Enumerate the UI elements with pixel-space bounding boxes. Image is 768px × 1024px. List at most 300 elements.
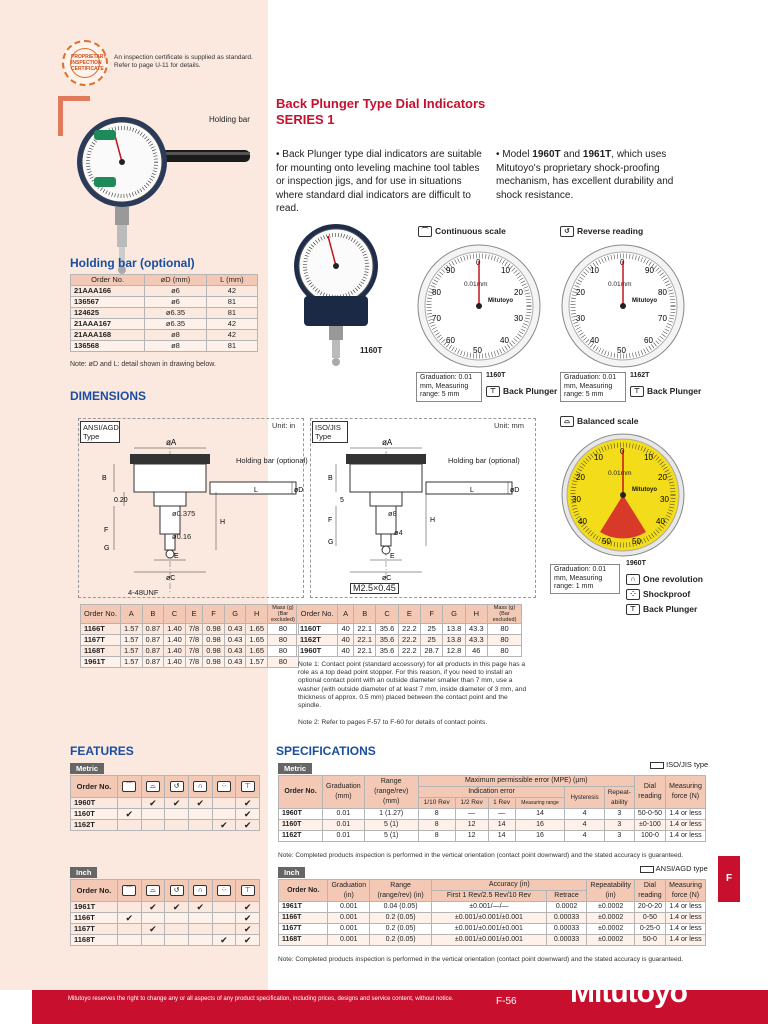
col-mass: Mass (g) (Bar excluded) <box>488 605 522 624</box>
holding-bar-callout: Holding bar <box>209 115 250 124</box>
cell <box>165 913 189 924</box>
table-row <box>81 635 299 646</box>
cell: 1961T <box>71 902 118 913</box>
svg-text:70: 70 <box>658 314 667 323</box>
inspection-certificate-badge <box>62 40 108 86</box>
cell: 0.00033 <box>546 935 587 946</box>
cell: 46 <box>465 646 487 657</box>
col-one-rev <box>188 880 212 902</box>
cell: 0.87 <box>142 635 164 646</box>
cell: ✔ <box>165 798 189 809</box>
cell: 7/8 <box>185 635 202 646</box>
one-revolution-icon: ∩ <box>193 781 207 792</box>
cell: 80 <box>268 624 299 635</box>
svg-text:80: 80 <box>658 288 667 297</box>
cell: ±0.0002 <box>587 935 634 946</box>
continuous-scale-icon: ⌒ <box>418 226 432 237</box>
spec-inch-rows <box>279 902 706 946</box>
svg-text:0: 0 <box>476 258 481 267</box>
cell: 0.04 (0.05) <box>370 902 432 913</box>
continuous-scale-icon: ⌒ <box>122 781 136 792</box>
svg-text:40: 40 <box>500 336 509 345</box>
one-revolution-icon: ∩ <box>626 574 640 585</box>
cell: ø8 <box>145 330 207 341</box>
cell: 1168T <box>71 935 118 946</box>
cell: 50-0 <box>634 935 665 946</box>
cell: ✔ <box>141 798 165 809</box>
dial-face-1960t <box>560 432 686 558</box>
cell: 0.01 <box>323 820 365 831</box>
holding-bar-table <box>70 274 258 352</box>
svg-text:øC: øC <box>382 575 392 582</box>
cell: 22.2 <box>398 646 420 657</box>
cell: 42 <box>206 330 257 341</box>
svg-text:E: E <box>174 553 179 560</box>
table-row <box>81 657 299 668</box>
svg-text:60: 60 <box>644 336 653 345</box>
col-retrace: Retrace <box>546 891 587 902</box>
features-inch-rows <box>71 902 260 946</box>
cell <box>188 820 212 831</box>
cell: 1.4 or less <box>666 820 706 831</box>
col-b: B <box>354 605 376 624</box>
col-1-10-rev: 1/10 Rev <box>418 798 455 809</box>
cell: ✔ <box>141 924 165 935</box>
col-back-plunger <box>236 776 260 798</box>
cell <box>212 902 236 913</box>
cell <box>212 798 236 809</box>
cell: 0.43 <box>224 624 246 635</box>
cell: 80 <box>488 624 522 635</box>
cell: 1 (1.27) <box>364 809 418 820</box>
iso-thread-label: M2.5×0.45 <box>350 583 399 594</box>
certificate-badge-text: PROPRIETARY INSPECTION CERTIFICATE <box>70 48 100 78</box>
cell <box>141 820 165 831</box>
cell: 43.3 <box>465 624 487 635</box>
col-first-rev: First 1 Rev/2.5 Rev/10 Rev <box>432 891 547 902</box>
cell: 35.6 <box>376 624 398 635</box>
cell: 0.87 <box>142 624 164 635</box>
svg-text:B: B <box>328 475 333 482</box>
cell <box>117 902 141 913</box>
holding-bar-rows <box>71 286 258 352</box>
reverse-reading-label <box>560 226 643 237</box>
iso-type-legend <box>650 760 708 769</box>
continuous-scale-icon: ⌒ <box>122 885 136 896</box>
svg-text:0: 0 <box>620 447 625 456</box>
col-f: F <box>203 605 225 624</box>
cell: 1.57 <box>246 657 268 668</box>
dimensions-note-2: Note 2: Refer to pages F-57 to F-60 for details of contact points. <box>298 719 488 726</box>
table-row <box>71 308 258 319</box>
continuous-dial-graphic <box>416 243 542 369</box>
col-diameter: øD (mm) <box>145 275 207 286</box>
bullet-2-model-1: 1960T <box>532 149 561 160</box>
svg-text:80: 80 <box>432 288 441 297</box>
cell <box>188 935 212 946</box>
svg-text:G: G <box>104 545 110 552</box>
cell: 0.98 <box>203 657 225 668</box>
holding-bar-note: Note: øD and L: detail shown in drawing below. <box>70 361 216 368</box>
cell: 0.43 <box>224 635 246 646</box>
table-row <box>279 902 706 913</box>
features-inch-tag: Inch <box>70 867 97 878</box>
cell: 16 <box>515 820 565 831</box>
cell: ø6 <box>145 286 207 297</box>
cell: 4 <box>565 831 604 842</box>
iso-holding-bar-label: Holding bar (optional) <box>448 456 520 465</box>
col-continuous <box>117 776 141 798</box>
table-row <box>71 809 260 820</box>
graduation-box-1960t: Graduation: 0.01 mm, Measuring range: 1 mm <box>550 564 620 594</box>
cell: 1960T <box>71 798 118 809</box>
cell: 1960T <box>297 646 338 657</box>
cell: 42 <box>206 286 257 297</box>
cell: 81 <box>206 297 257 308</box>
cell: 40 <box>338 624 354 635</box>
cell: 35.6 <box>376 646 398 657</box>
cell: 21AAA166 <box>71 286 145 297</box>
cell: 42 <box>206 319 257 330</box>
cell: ✔ <box>117 809 141 820</box>
col-one-rev <box>188 776 212 798</box>
svg-text:90: 90 <box>645 266 654 275</box>
back-plunger-icon: ⊤ <box>630 386 644 397</box>
cell: ø6.35 <box>145 308 207 319</box>
cell <box>165 924 189 935</box>
col-hysteresis: Hysteresis <box>565 787 604 809</box>
cell: 80 <box>268 646 299 657</box>
cell <box>165 820 189 831</box>
cell: 1.40 <box>164 635 186 646</box>
cell: 22.2 <box>398 624 420 635</box>
title-line-2: SERIES 1 <box>276 112 335 127</box>
svg-text:F: F <box>328 517 333 524</box>
shockproof-icon: ⁘ <box>217 885 231 896</box>
col-repeatability: Repeatability (in) <box>587 880 634 902</box>
cell <box>212 913 236 924</box>
col-1-2-rev: 1/2 Rev <box>455 798 488 809</box>
col-order-no: Order No. <box>71 776 118 798</box>
svg-text:20: 20 <box>514 288 523 297</box>
cell: 1.4 or less <box>666 935 706 946</box>
cell: ø8 <box>145 341 207 352</box>
cell <box>117 820 141 831</box>
svg-text:30: 30 <box>514 314 523 323</box>
col-indication: Indication error <box>418 787 565 798</box>
cell <box>212 924 236 935</box>
cell: ✔ <box>236 924 260 935</box>
cell: 1.65 <box>246 624 268 635</box>
dimensions-heading: DIMENSIONS <box>70 389 147 403</box>
svg-text:30: 30 <box>572 495 581 504</box>
ansi-type-legend <box>640 864 708 873</box>
ansi-thread-label: 4-48UNF <box>128 588 159 597</box>
table-row <box>297 646 522 657</box>
cell: 0.98 <box>203 635 225 646</box>
cell: 12 <box>455 831 488 842</box>
cell: ±0.001/—/— <box>432 902 547 913</box>
cell: ±0-100 <box>634 820 665 831</box>
spec-metric-header-1 <box>279 776 706 787</box>
cell: 0.001 <box>328 935 370 946</box>
cell: ✔ <box>117 913 141 924</box>
ansi-type-swatch <box>640 866 654 873</box>
ansi-unit-label: Unit: in <box>272 421 296 430</box>
col-1-rev: 1 Rev <box>488 798 515 809</box>
cell <box>212 809 236 820</box>
cell: 1166T <box>81 624 121 635</box>
cell: 1166T <box>71 913 118 924</box>
photo-caption-1160t: 1160T <box>360 346 383 355</box>
col-accuracy: Accuracy (in) <box>432 880 587 891</box>
ansi-stem-diameter: ø0.375 <box>172 509 196 518</box>
iso-type-label: ISO/JIS Type <box>312 421 348 443</box>
cell: 1.4 or less <box>666 924 706 935</box>
ansi-type-label: ANSI/AGD Type <box>80 421 120 443</box>
cell: 100-0 <box>634 831 665 842</box>
ansi-rows <box>81 624 299 668</box>
cell: 16 <box>515 831 565 842</box>
cell: 1.65 <box>246 646 268 657</box>
iso-tip-diameter: ø4 <box>394 528 403 537</box>
cell: 40 <box>338 635 354 646</box>
col-f: F <box>421 605 443 624</box>
cell: 7/8 <box>185 624 202 635</box>
cell: 1.4 or less <box>666 831 706 842</box>
table-row <box>297 635 522 646</box>
cell: ✔ <box>212 820 236 831</box>
table-row <box>71 798 260 809</box>
svg-text:20: 20 <box>576 473 585 482</box>
cell: 5 (1) <box>364 820 418 831</box>
cell: 0.001 <box>328 902 370 913</box>
svg-text:50: 50 <box>473 346 482 355</box>
col-back-plunger <box>236 880 260 902</box>
col-order-no: Order No. <box>297 605 338 624</box>
svg-text:40: 40 <box>578 517 587 526</box>
cell: 0.01 <box>323 809 365 820</box>
cell: 81 <box>206 308 257 319</box>
table-row <box>279 831 706 842</box>
dial-face-1162t <box>560 243 686 369</box>
cell: 12.8 <box>443 646 465 657</box>
iso-rows <box>297 624 522 657</box>
svg-text:5: 5 <box>340 497 344 504</box>
table-row <box>71 935 260 946</box>
cell: — <box>488 809 515 820</box>
col-e: E <box>185 605 202 624</box>
iso-type-swatch <box>650 762 664 769</box>
cell: 136567 <box>71 297 145 308</box>
iso-unit-label: Unit: mm <box>494 421 524 430</box>
ansi-holding-bar-label: Holding bar (optional) <box>236 456 308 465</box>
col-force: Measuring force (N) <box>666 776 706 809</box>
col-measuring-range: Measuring range <box>515 798 565 809</box>
dial-unit-text: 0.01mm <box>608 470 632 477</box>
cell: 0.00033 <box>546 913 587 924</box>
balanced-scale-icon: ⌓ <box>560 416 574 427</box>
col-length: L (mm) <box>206 275 257 286</box>
col-g: G <box>224 605 246 624</box>
cell <box>188 924 212 935</box>
back-plunger-label-3 <box>626 604 697 615</box>
col-dial: Dial reading <box>634 776 665 809</box>
feature-bullet-1: • Back Plunger type dial indicators are suitable for mounting onto leveling machine tool tables or inspection jigs, and for use in situations where standard dial indicators are difficult to read. <box>276 149 482 214</box>
cell: 22.1 <box>354 646 376 657</box>
table-row <box>71 286 258 297</box>
cell: 21AAA167 <box>71 319 145 330</box>
svg-text:øD: øD <box>294 487 304 494</box>
cell: 50-0-50 <box>634 809 665 820</box>
cell: 0.00033 <box>546 924 587 935</box>
iso-header-row <box>297 605 522 624</box>
table-row <box>81 646 299 657</box>
shockproof-icon: ⁘ <box>626 589 640 600</box>
svg-text:H: H <box>430 517 436 524</box>
cell: — <box>455 809 488 820</box>
col-c: C <box>376 605 398 624</box>
col-b: B <box>142 605 164 624</box>
col-graduation: Graduation (mm) <box>323 776 365 809</box>
cell: ✔ <box>165 902 189 913</box>
cell: 0.87 <box>142 657 164 668</box>
cell: 1.4 or less <box>666 809 706 820</box>
svg-text:H: H <box>220 519 226 526</box>
cell: 13.8 <box>443 624 465 635</box>
cell: 1.57 <box>120 657 142 668</box>
back-plunger-icon: ⊤ <box>241 885 255 896</box>
cell: ✔ <box>212 935 236 946</box>
cell: 1961T <box>81 657 121 668</box>
table-row <box>279 913 706 924</box>
cell: 0.001 <box>328 924 370 935</box>
cell <box>141 913 165 924</box>
table-row <box>81 624 299 635</box>
col-reverse <box>165 880 189 902</box>
cell: 0.43 <box>224 657 246 668</box>
bullet-2-model-2: 1961T <box>582 149 612 160</box>
spec-inch-tag: Inch <box>278 867 305 878</box>
cell: 1160T <box>297 624 338 635</box>
cell: 0.43 <box>224 646 246 657</box>
reverse-dial-graphic <box>560 243 686 369</box>
cell <box>188 913 212 924</box>
cell: 8 <box>418 831 455 842</box>
cell: ✔ <box>236 935 260 946</box>
cell: 1960T <box>279 809 323 820</box>
features-inch-table <box>70 879 260 946</box>
svg-text:0.20: 0.20 <box>114 497 128 504</box>
cell: 12 <box>455 820 488 831</box>
graduation-box-1162t: Graduation: 0.01 mm, Measuring range: 5 mm <box>560 372 626 402</box>
table-row <box>71 319 258 330</box>
cell: 8 <box>418 820 455 831</box>
col-mpe: Maximum permissible error (MPE) (µm) <box>418 776 634 787</box>
balanced-dial-graphic <box>560 432 686 558</box>
table-row <box>71 341 258 352</box>
svg-text:G: G <box>328 539 334 546</box>
col-shockproof <box>212 880 236 902</box>
cell: 0.01 <box>323 831 365 842</box>
holding-bar-header-row <box>71 275 258 286</box>
col-graduation: Graduation (in) <box>328 880 370 902</box>
cell: 1.40 <box>164 657 186 668</box>
table-row <box>71 924 260 935</box>
cell: ✔ <box>236 820 260 831</box>
dial-brand-logo: Mitutoyo <box>632 298 657 304</box>
cell: 1.65 <box>246 635 268 646</box>
cell: ±0.0002 <box>587 924 634 935</box>
bullet-2-suffix: , which uses Mitutoyo's proprietary shock-proofing mechanism, has excellent durability and shock resistance. <box>496 149 674 201</box>
ansi-dimension-table <box>80 604 299 668</box>
cell: 1160T <box>71 809 118 820</box>
back-plunger-text: Back Plunger <box>503 386 558 396</box>
dimensions-note-1: Note 1: Contact point (standard accessory) for all products in this page has a role as a top dead point stopper. For this reason, if you need to install an optional contact point with an outside diameter smaller than 7 mm, use a washer (with outside diameter of at least 7 mm, inside diameter of 3 mm, and thickness of approx. 0.5 mm) placed between the contact point and the spindle. <box>298 661 527 710</box>
cell: 1167T <box>279 924 328 935</box>
col-a: A <box>120 605 142 624</box>
cell: 5 (1) <box>364 831 418 842</box>
cell: 13.8 <box>443 635 465 646</box>
svg-text:øC: øC <box>166 575 176 582</box>
cell <box>117 924 141 935</box>
cell: 7/8 <box>185 646 202 657</box>
cell: 0.2 (0.05) <box>370 913 432 924</box>
cell: 1.4 or less <box>666 902 706 913</box>
col-order-no: Order No. <box>279 880 328 902</box>
svg-text:30: 30 <box>660 495 669 504</box>
col-dial: Dial reading <box>634 880 665 902</box>
reverse-reading-icon: ↺ <box>560 226 574 237</box>
one-revolution-icon: ∩ <box>193 885 207 896</box>
cell: 28.7 <box>421 646 443 657</box>
spec-metric-table <box>278 775 706 842</box>
svg-text:L: L <box>254 487 258 494</box>
svg-text:øD: øD <box>510 487 520 494</box>
col-repeatability: Repeat- ability <box>604 787 634 809</box>
dial-caption-1160t: 1160T <box>486 372 506 379</box>
col-reverse <box>165 776 189 798</box>
cell: 22.1 <box>354 635 376 646</box>
cell: ±0.001/±0.001/±0.001 <box>432 935 547 946</box>
cell: 0.98 <box>203 646 225 657</box>
dial-brand-logo: Mitutoyo <box>488 298 513 304</box>
svg-text:B: B <box>102 475 107 482</box>
spec-inch-table <box>278 879 706 946</box>
features-inch-header <box>71 880 260 902</box>
continuous-scale-text: Continuous scale <box>435 226 506 236</box>
back-plunger-text: Back Plunger <box>647 386 702 396</box>
cell: 1167T <box>81 635 121 646</box>
page-number: F-56 <box>496 996 517 1007</box>
cell: 4 <box>565 809 604 820</box>
feature-bullet-2 <box>496 148 702 202</box>
features-metric-rows <box>71 798 260 831</box>
back-plunger-label-2 <box>630 386 701 397</box>
col-balanced <box>141 776 165 798</box>
svg-text:øA: øA <box>382 438 393 447</box>
col-order-no: Order No. <box>279 776 323 809</box>
cell: 80 <box>488 635 522 646</box>
cell: 20-0-20 <box>634 902 665 913</box>
col-range: Range (range/rev) (mm) <box>364 776 418 809</box>
cell: 40 <box>338 646 354 657</box>
cell: 0.2 (0.05) <box>370 924 432 935</box>
graduation-box-1160t: Graduation: 0.01 mm, Measuring range: 5 mm <box>416 372 482 402</box>
balanced-scale-icon: ⌓ <box>146 885 160 896</box>
back-plunger-icon: ⊤ <box>486 386 500 397</box>
cell: 1.57 <box>120 646 142 657</box>
